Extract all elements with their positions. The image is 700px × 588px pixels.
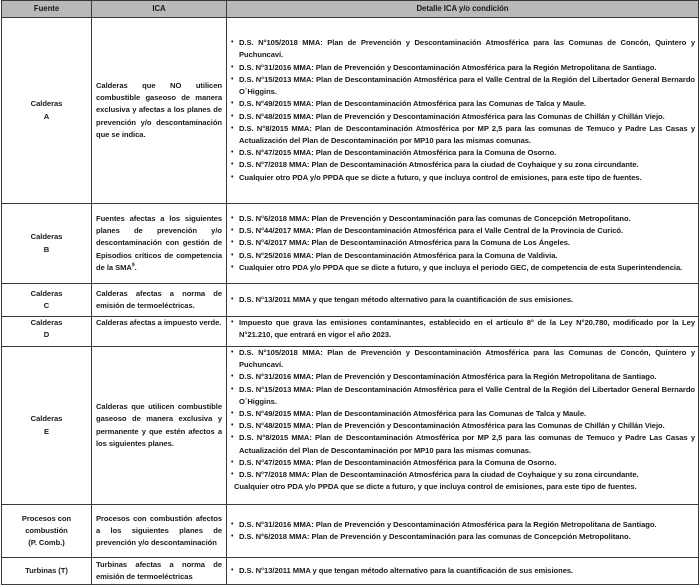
list-item: • D.S. N°31/2016 MMA: Plan de Prevención y Descontaminación Atmosférica para la Región Metropolitana de Santiago. xyxy=(231,519,695,531)
detalle-list xyxy=(231,565,695,577)
list-item: • D.S. N°13/2011 MMA y que tengan método alternativo para la cuantificación de sus emisiones. xyxy=(231,294,695,306)
fuente-cell xyxy=(2,347,92,505)
ica-text-end: . xyxy=(134,262,137,272)
detalle-cell xyxy=(227,284,699,317)
list-item: • D.S. N°31/2016 MMA: Plan de Prevención y Descontaminación Atmosférica para la Región Metropolitana de Santiago. xyxy=(231,371,695,383)
list-item: • D.S. N°8/2015 MMA: Plan de Descontaminación Atmosférica por MP 2,5 para las comunas de Temuco y Padre Las Casas y Actualización del Plan de Descontaminación por MP10 para las mismas comunas. xyxy=(231,432,695,456)
list-item: • D.S. N°49/2015 MMA: Plan de Descontaminación Atmosférica para las Comunas de Talca y Maule. xyxy=(231,98,695,110)
list-item: • D.S. N°15/2013 MMA: Plan de Descontaminación Atmosférica para el Valle Central de la Región del Libertador General Bernardo O´Higgins. xyxy=(231,74,695,98)
header-detalle: Detalle ICA y/o condición xyxy=(227,1,699,18)
table-row-calderas-b xyxy=(2,204,699,284)
list-item: • D.S. N°6/2018 MMA: Plan de Prevención y Descontaminación para las comunas de Concepción Metropolitano. xyxy=(231,531,695,543)
list-item: • D.S. N°105/2018 MMA: Plan de Prevención y Descontaminación Atmosférica para las Comunas de Concón, Quintero y Puchuncaví. xyxy=(231,347,695,371)
detalle-list xyxy=(231,37,695,183)
detalle-list xyxy=(231,317,695,341)
fuente-line: Calderas xyxy=(30,99,63,109)
fuente-line: Calderas xyxy=(30,232,63,242)
table-row-procesos-combustion xyxy=(2,505,699,558)
fuente-cell xyxy=(2,18,92,204)
list-item: • D.S. N°7/2018 MMA: Plan de Descontaminación Atmosférica para la ciudad de Coyhaique y su zona circundante. xyxy=(231,469,695,481)
table-header-row xyxy=(2,1,699,18)
list-item: • D.S. N°25/2016 MMA: Plan de Descontaminación Atmosférica para la Comuna de Valdivia. xyxy=(231,250,695,262)
ica-text: Fuentes afectas a los siguientes planes de prevención y/o descontaminación con gestión de Episodios críticos de competencia de la SMA xyxy=(96,213,222,272)
list-item: • D.S. N°47/2015 MMA: Plan de Descontaminación Atmosférica para la Comuna de Osorno. xyxy=(231,147,695,159)
fuente-line: Turbinas (T) xyxy=(25,565,68,575)
list-item: • D.S. N°49/2015 MMA: Plan de Descontaminación Atmosférica para las Comunas de Talca y Maule. xyxy=(231,408,695,420)
header-ica: ICA xyxy=(92,1,227,18)
list-item: • Cualquier otro PDA y/o PPDA que se dicte a futuro, y que incluya el periodo GEC, de competencia de esta Superintendencia. xyxy=(231,262,695,274)
footnote-ref[interactable]: 9 xyxy=(131,262,135,269)
fuente-line: E xyxy=(43,426,49,436)
list-item: • D.S. N°44/2017 MMA: Plan de Descontaminación Atmosférica para el Valle Central de la Provincia de Curicó. xyxy=(231,225,695,237)
detalle-cell xyxy=(227,558,699,585)
fuente-line: combustión xyxy=(25,525,68,535)
fuente-line: Calderas xyxy=(30,414,63,424)
list-item: • D.S. N°48/2015 MMA: Plan de Prevención y Descontaminación Atmosférica para las Comunas de Chillán y Chillán Viejo. xyxy=(231,111,695,123)
list-item: • D.S. N°47/2015 MMA: Plan de Descontaminación Atmosférica para la Comuna de Osorno. xyxy=(231,457,695,469)
ica-cell: Calderas que utilicen combustible gaseoso de manera exclusiva y permanente y que estén afectos a los siguientes planes. xyxy=(92,347,227,505)
detalle-cell xyxy=(227,347,699,505)
table-row-calderas-e xyxy=(2,347,699,505)
detalle-list xyxy=(231,347,695,493)
fuente-line: Calderas xyxy=(30,318,63,327)
table-row-turbinas xyxy=(2,558,699,585)
list-item: • Impuesto que grava las emisiones contaminantes, establecido en el artículo 8° de la Ley N°20.780, modificado por la Ley N°21.210, que entrará en vigor el año 2023. xyxy=(231,317,695,341)
fuente-line: B xyxy=(43,244,50,254)
detalle-cell xyxy=(227,18,699,204)
table-row-calderas-c xyxy=(2,284,699,317)
fuente-cell xyxy=(2,284,92,317)
list-item-trailing: Cualquier otro PDA y/o PPDA que se dicte a futuro, y que incluya control de emisiones, para este tipo de fuentes. xyxy=(234,482,637,492)
list-item: • D.S. N°8/2015 MMA: Plan de Descontaminación Atmosférica por MP 2,5 para las comunas de Temuco y Padre Las Casas y Actualización del Plan de Descontaminación por MP10 para las mismas comunas. xyxy=(231,123,695,147)
fuente-line: D xyxy=(43,330,50,340)
table-row-calderas-a xyxy=(2,18,699,204)
ica-cell xyxy=(92,204,227,284)
fuente-line: Calderas xyxy=(30,288,63,298)
fuente-line: A xyxy=(43,111,50,121)
ica-cell: Calderas afectas a norma de emisión de termoeléctricas. xyxy=(92,284,227,317)
list-item: • D.S. N°7/2018 MMA: Plan de Descontaminación Atmosférica para la ciudad de Coyhaique y su zona circundante. xyxy=(231,159,695,171)
header-fuente: Fuente xyxy=(2,1,92,18)
fuente-cell xyxy=(2,558,92,585)
fuente-line: C xyxy=(43,301,50,310)
ica-cell: Turbinas afectas a norma de emisión de termoeléctricas xyxy=(92,558,227,585)
fuente-line: Procesos con xyxy=(21,513,72,523)
fuente-cell xyxy=(2,317,92,347)
list-item: • D.S. N°13/2011 MMA y que tengan método alternativo para la cuantificación de sus emisiones. xyxy=(231,565,695,577)
list-item: • D.S. N°6/2018 MMA: Plan de Prevención y Descontaminación para las comunas de Concepción Metropolitano. xyxy=(231,213,695,225)
list-item: • D.S. N°48/2015 MMA: Plan de Prevención y Descontaminación Atmosférica para las Comunas de Chillán y Chillán Viejo. xyxy=(231,420,695,432)
fuente-line: (P. Comb.) xyxy=(28,538,65,548)
fuente-cell xyxy=(2,204,92,284)
ica-table xyxy=(1,0,699,585)
list-item: • D.S. N°105/2018 MMA: Plan de Prevención y Descontaminación Atmosférica para las Comunas de Concón, Quintero y Puchuncaví. xyxy=(231,37,695,61)
detalle-cell xyxy=(227,505,699,558)
table-row-calderas-d xyxy=(2,317,699,347)
detalle-list xyxy=(231,519,695,543)
fuente-cell xyxy=(2,505,92,558)
detalle-cell xyxy=(227,317,699,347)
ica-cell: Calderas que NO utilicen combustible gaseoso de manera exclusiva y afectas a los planes de prevención y/o descontaminación que se indica. xyxy=(92,18,227,204)
list-item: • D.S. N°31/2016 MMA: Plan de Prevención y Descontaminación Atmosférica para la Región Metropolitana de Santiago. xyxy=(231,62,695,74)
ica-cell: Calderas afectas a impuesto verde. xyxy=(92,317,227,347)
ica-cell: Procesos con combustión afectos a los siguientes planes de prevención y/o descontaminación xyxy=(92,505,227,558)
detalle-list xyxy=(231,294,695,306)
list-item: • Cualquier otro PDA y/o PPDA que se dicte a futuro, y que incluya control de emisiones, para este tipo de fuentes. xyxy=(231,172,695,184)
detalle-list xyxy=(231,213,695,274)
list-item: • D.S. N°4/2017 MMA: Plan de Descontaminación Atmosférica para la Comuna de Los Ángeles. xyxy=(231,237,695,249)
detalle-cell xyxy=(227,204,699,284)
list-item: • D.S. N°15/2013 MMA: Plan de Descontaminación Atmosférica para el Valle Central de la Región del Libertador General Bernardo O´Higgins. xyxy=(231,384,695,408)
